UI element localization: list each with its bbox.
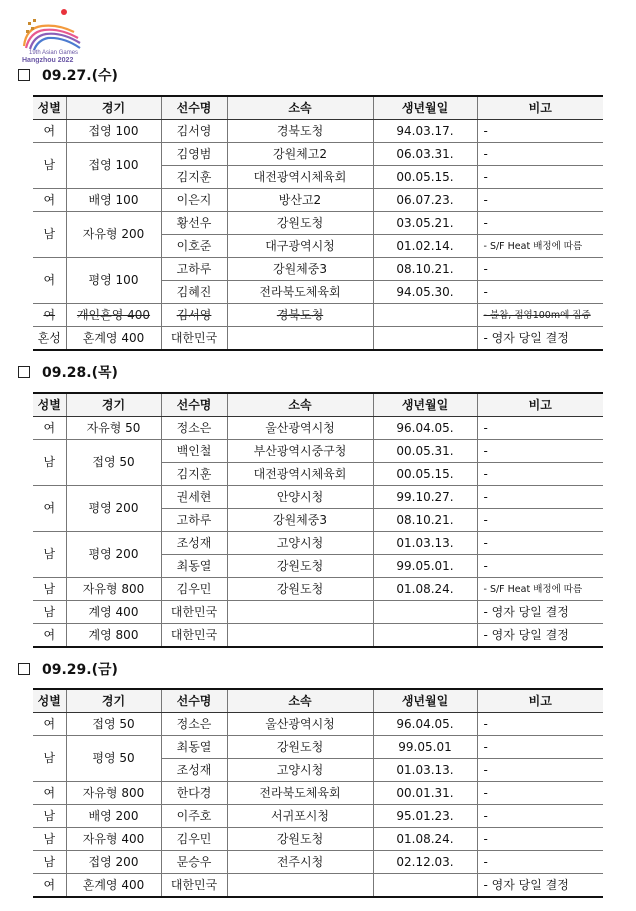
birth-cell: 01.08.24.: [373, 578, 477, 601]
note-cell: -: [477, 555, 603, 578]
col-name: 선수명: [161, 689, 227, 713]
team-cell: 강원도청: [227, 555, 373, 578]
team-cell: 울산광역시청: [227, 417, 373, 440]
birth-cell: 00.05.15.: [373, 166, 477, 189]
event-cell: 혼계영 400: [66, 327, 161, 351]
col-note: 비고: [477, 96, 603, 120]
birth-cell: 01.02.14.: [373, 235, 477, 258]
event-cell: 접영 100: [66, 143, 161, 189]
note-cell: -: [477, 713, 603, 736]
event-cell: 개인혼영 400: [66, 304, 161, 327]
name-cell: 김영범: [161, 143, 227, 166]
team-cell: [227, 874, 373, 898]
col-name: 선수명: [161, 393, 227, 417]
table-row: [33, 120, 603, 143]
note-cell: -: [477, 281, 603, 304]
gender-cell: 남: [33, 805, 66, 828]
name-cell: 정소은: [161, 417, 227, 440]
name-cell: 김지훈: [161, 463, 227, 486]
team-cell: 고양시청: [227, 532, 373, 555]
col-event: 경기: [66, 96, 161, 120]
birth-cell: [373, 601, 477, 624]
table-row: [33, 532, 603, 555]
checkbox-square-icon: [18, 663, 30, 675]
day2-title: 09.28.(목): [42, 365, 118, 381]
event-cell: 자유형 800: [66, 578, 161, 601]
note-cell: -: [477, 189, 603, 212]
note-cell: -: [477, 120, 603, 143]
birth-cell: 01.03.13.: [373, 759, 477, 782]
section-heading-day2: [18, 363, 118, 383]
birth-cell: 08.10.21.: [373, 509, 477, 532]
schedule-table-day3: [33, 688, 603, 898]
note-cell: -: [477, 851, 603, 874]
note-cell: -: [477, 759, 603, 782]
event-cell: 접영 200: [66, 851, 161, 874]
name-cell: 황선우: [161, 212, 227, 235]
note-cell: -: [477, 805, 603, 828]
team-cell: 경북도청: [227, 120, 373, 143]
note-cell: -: [477, 212, 603, 235]
gender-cell: 혼성: [33, 327, 66, 351]
schedule-table-day1: [33, 95, 603, 351]
note-cell: - 영자 당일 결정: [477, 601, 603, 624]
event-cell: 자유형 400: [66, 828, 161, 851]
gender-cell: 여: [33, 189, 66, 212]
col-gender: 성별: [33, 393, 66, 417]
asian-games-logo: [18, 6, 88, 64]
team-cell: 강원체중3: [227, 258, 373, 281]
team-cell: 경북도청: [227, 304, 373, 327]
birth-cell: 01.08.24.: [373, 828, 477, 851]
gender-cell: 남: [33, 601, 66, 624]
note-cell: -: [477, 143, 603, 166]
gender-cell: 여: [33, 874, 66, 898]
team-cell: 안양시청: [227, 486, 373, 509]
event-cell: 계영 400: [66, 601, 161, 624]
table-row: [33, 851, 603, 874]
col-birth: 생년월일: [373, 689, 477, 713]
team-cell: 고양시청: [227, 759, 373, 782]
day3-title: 09.29.(금): [42, 662, 118, 678]
gender-cell: 남: [33, 828, 66, 851]
name-cell: 이은지: [161, 189, 227, 212]
birth-cell: 06.03.31.: [373, 143, 477, 166]
birth-cell: [373, 304, 477, 327]
name-cell: 권세현: [161, 486, 227, 509]
col-team: 소속: [227, 393, 373, 417]
col-team: 소속: [227, 689, 373, 713]
note-cell: - S/F Heat 배정에 따름: [477, 578, 603, 601]
checkbox-square-icon: [18, 366, 30, 378]
birth-cell: [373, 327, 477, 351]
col-gender: 성별: [33, 96, 66, 120]
name-cell: 김지훈: [161, 166, 227, 189]
name-cell: 고하루: [161, 258, 227, 281]
gender-cell: 여: [33, 120, 66, 143]
table-row: [33, 417, 603, 440]
schedule-table-day2: [33, 392, 603, 648]
name-cell: 대한민국: [161, 601, 227, 624]
note-cell: -: [477, 828, 603, 851]
name-cell: 김서영: [161, 304, 227, 327]
table-row: [33, 782, 603, 805]
note-cell: - S/F Heat 배정에 따름: [477, 235, 603, 258]
birth-cell: [373, 874, 477, 898]
birth-cell: 96.04.05.: [373, 417, 477, 440]
team-cell: 대구광역시청: [227, 235, 373, 258]
logo-line1: 19th Asian Games: [29, 50, 79, 56]
col-event: 경기: [66, 393, 161, 417]
gender-cell: 여: [33, 713, 66, 736]
team-cell: 서귀포시청: [227, 805, 373, 828]
gender-cell: 여: [33, 304, 66, 327]
event-cell: 자유형 800: [66, 782, 161, 805]
event-cell: 계영 800: [66, 624, 161, 648]
note-cell: -: [477, 509, 603, 532]
birth-cell: 06.07.23.: [373, 189, 477, 212]
table-row: [33, 713, 603, 736]
team-cell: 전라북도체육회: [227, 782, 373, 805]
note-cell: - 영자 당일 결정: [477, 327, 603, 351]
note-cell: - 영자 당일 결정: [477, 624, 603, 648]
name-cell: 문승우: [161, 851, 227, 874]
name-cell: 조성재: [161, 532, 227, 555]
birth-cell: 96.04.05.: [373, 713, 477, 736]
table-row: [33, 828, 603, 851]
name-cell: 고하루: [161, 509, 227, 532]
name-cell: 최동열: [161, 736, 227, 759]
birth-cell: 99.10.27.: [373, 486, 477, 509]
hangzhou-emblem-icon: [18, 6, 88, 52]
team-cell: 대전광역시체육회: [227, 166, 373, 189]
gender-cell: 남: [33, 736, 66, 782]
table-row-struck: [33, 304, 603, 327]
birth-cell: 02.12.03.: [373, 851, 477, 874]
team-cell: 강원체중3: [227, 509, 373, 532]
table-header-row: [33, 689, 603, 713]
event-cell: 평영 50: [66, 736, 161, 782]
table-row: [33, 327, 603, 351]
name-cell: 이호준: [161, 235, 227, 258]
gender-cell: 여: [33, 417, 66, 440]
table-row: [33, 736, 603, 759]
table-row: [33, 189, 603, 212]
table-row: [33, 212, 603, 235]
event-cell: 접영 100: [66, 120, 161, 143]
col-event: 경기: [66, 689, 161, 713]
event-cell: 배영 100: [66, 189, 161, 212]
name-cell: 정소은: [161, 713, 227, 736]
event-cell: 배영 200: [66, 805, 161, 828]
table-row: [33, 624, 603, 648]
team-cell: 강원도청: [227, 828, 373, 851]
gender-cell: 남: [33, 532, 66, 578]
team-cell: 방산고2: [227, 189, 373, 212]
note-cell: -: [477, 463, 603, 486]
note-cell: - 영자 당일 결정: [477, 874, 603, 898]
birth-cell: 00.01.31.: [373, 782, 477, 805]
day1-title: 09.27.(수): [42, 68, 118, 84]
event-cell: 평영 100: [66, 258, 161, 304]
birth-cell: 00.05.31.: [373, 440, 477, 463]
team-cell: [227, 624, 373, 648]
name-cell: 김우민: [161, 578, 227, 601]
name-cell: 최동열: [161, 555, 227, 578]
col-birth: 생년월일: [373, 393, 477, 417]
team-cell: [227, 601, 373, 624]
name-cell: 대한민국: [161, 624, 227, 648]
table-row: [33, 578, 603, 601]
col-birth: 생년월일: [373, 96, 477, 120]
birth-cell: 08.10.21.: [373, 258, 477, 281]
team-cell: [227, 327, 373, 351]
birth-cell: 94.03.17.: [373, 120, 477, 143]
name-cell: 김서영: [161, 120, 227, 143]
table-header-row: [33, 393, 603, 417]
section-heading-day3: [18, 660, 118, 680]
table-header-row: [33, 96, 603, 120]
name-cell: 대한민국: [161, 874, 227, 898]
birth-cell: 03.05.21.: [373, 212, 477, 235]
name-cell: 대한민국: [161, 327, 227, 351]
birth-cell: 99.05.01: [373, 736, 477, 759]
team-cell: 전주시청: [227, 851, 373, 874]
gender-cell: 여: [33, 782, 66, 805]
birth-cell: 00.05.15.: [373, 463, 477, 486]
team-cell: 부산광역시중구청: [227, 440, 373, 463]
name-cell: 이주호: [161, 805, 227, 828]
col-name: 선수명: [161, 96, 227, 120]
note-cell: -: [477, 440, 603, 463]
event-cell: 접영 50: [66, 713, 161, 736]
note-cell: -: [477, 736, 603, 759]
event-cell: 자유형 200: [66, 212, 161, 258]
name-cell: 백인철: [161, 440, 227, 463]
event-cell: 혼계영 400: [66, 874, 161, 898]
event-cell: 자유형 50: [66, 417, 161, 440]
checkbox-square-icon: [18, 69, 30, 81]
event-cell: 평영 200: [66, 532, 161, 578]
logo-line2: Hangzhou 2022: [22, 57, 74, 64]
team-cell: 대전광역시체육회: [227, 463, 373, 486]
gender-cell: 남: [33, 851, 66, 874]
birth-cell: 94.05.30.: [373, 281, 477, 304]
note-cell: -: [477, 782, 603, 805]
col-note: 비고: [477, 689, 603, 713]
gender-cell: 여: [33, 486, 66, 532]
note-cell: -: [477, 417, 603, 440]
table-row: [33, 440, 603, 463]
team-cell: 강원도청: [227, 212, 373, 235]
team-cell: 강원도청: [227, 578, 373, 601]
table-row: [33, 874, 603, 898]
name-cell: 조성재: [161, 759, 227, 782]
table-row: [33, 258, 603, 281]
note-cell: -: [477, 166, 603, 189]
birth-cell: 95.01.23.: [373, 805, 477, 828]
gender-cell: 남: [33, 440, 66, 486]
birth-cell: 99.05.01.: [373, 555, 477, 578]
birth-cell: 01.03.13.: [373, 532, 477, 555]
event-cell: 평영 200: [66, 486, 161, 532]
name-cell: 김우민: [161, 828, 227, 851]
table-row: [33, 805, 603, 828]
gender-cell: 남: [33, 212, 66, 258]
col-note: 비고: [477, 393, 603, 417]
name-cell: 한다경: [161, 782, 227, 805]
note-cell: -: [477, 258, 603, 281]
birth-cell: [373, 624, 477, 648]
note-cell: -: [477, 486, 603, 509]
name-cell: 김혜진: [161, 281, 227, 304]
team-cell: 전라북도체육회: [227, 281, 373, 304]
col-gender: 성별: [33, 689, 66, 713]
gender-cell: 여: [33, 258, 66, 304]
section-heading-day1: [18, 66, 118, 86]
table-row: [33, 143, 603, 166]
team-cell: 강원도청: [227, 736, 373, 759]
gender-cell: 여: [33, 624, 66, 648]
team-cell: 울산광역시청: [227, 713, 373, 736]
gender-cell: 남: [33, 143, 66, 189]
team-cell: 강원체고2: [227, 143, 373, 166]
note-cell: -: [477, 532, 603, 555]
event-cell: 접영 50: [66, 440, 161, 486]
table-row: [33, 601, 603, 624]
col-team: 소속: [227, 96, 373, 120]
note-cell: - 불참, 접영100m에 집중: [477, 304, 603, 327]
table-row: [33, 486, 603, 509]
gender-cell: 남: [33, 578, 66, 601]
